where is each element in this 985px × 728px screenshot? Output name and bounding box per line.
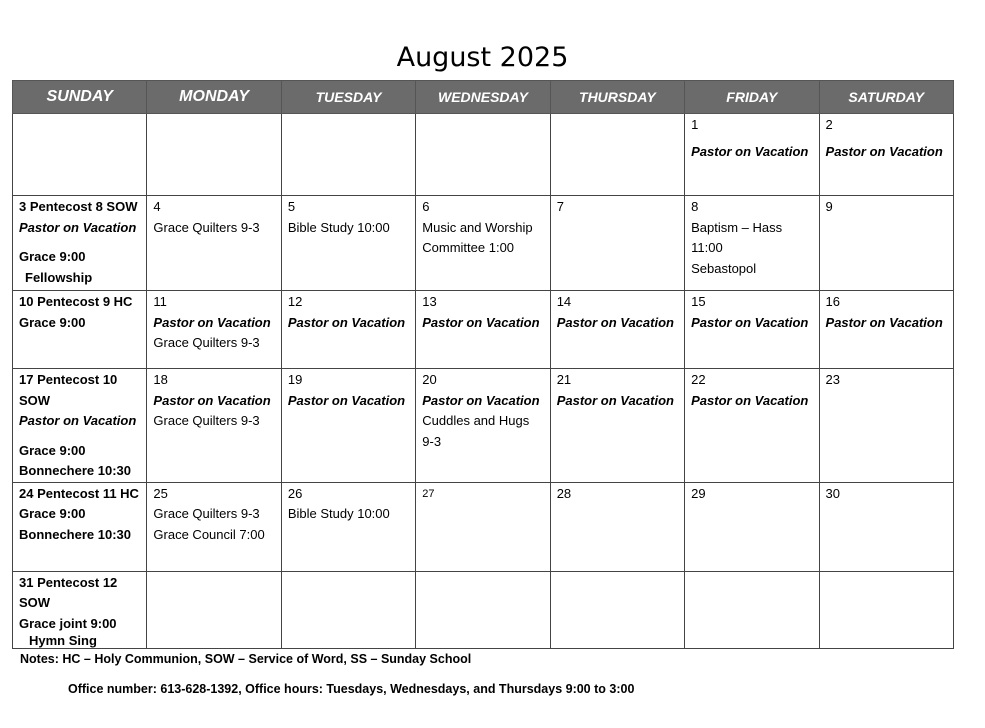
day-number: 9 — [825, 199, 833, 214]
header-wednesday: WEDNESDAY — [416, 81, 550, 114]
event-pastor-vacation: Pastor on Vacation — [287, 392, 406, 408]
day-cell-empty — [819, 571, 953, 649]
day-number: 25 — [153, 485, 168, 501]
day-cell-12 — [281, 291, 415, 369]
event-grace-quilters: Grace Quilters 9-3 — [153, 335, 260, 350]
header-tuesday: TUESDAY — [281, 81, 415, 114]
day-cell-empty — [147, 571, 281, 649]
event-hymn-sing: Hymn Sing — [29, 633, 97, 648]
day-cell-21 — [550, 369, 684, 483]
sunday-service-title: 3 Pentecost 8 SOW — [19, 199, 138, 214]
event-pastor-vacation: Pastor on Vacation — [691, 314, 809, 330]
day-cell-empty — [147, 114, 281, 196]
sunday-service-title: 31 Pentecost 12 — [19, 574, 118, 590]
day-cell-28 — [550, 482, 684, 571]
day-cell-8 — [685, 196, 819, 291]
event-bible-study: Bible Study 10:00 — [287, 219, 390, 235]
day-cell-2 — [819, 114, 953, 196]
event-pastor-vacation: Pastor on Vacation — [153, 392, 271, 408]
week-row-1 — [13, 114, 954, 196]
event-grace-joint-service: Grace joint 9:00 — [19, 615, 117, 631]
event-pastor-vacation: Pastor on Vacation — [19, 219, 137, 235]
day-cell-29 — [685, 482, 819, 571]
day-number: 30 — [825, 485, 840, 501]
day-number: 6 — [422, 199, 430, 214]
day-cell-empty — [550, 571, 684, 649]
day-cell-30 — [819, 482, 953, 571]
day-number: 1 — [691, 117, 699, 132]
day-number: 12 — [287, 294, 303, 309]
day-number: 5 — [287, 199, 296, 214]
event-baptism: Baptism – Hass — [691, 219, 783, 235]
event-pastor-vacation: Pastor on Vacation — [153, 314, 271, 330]
day-cell-23 — [819, 369, 953, 483]
event-grace-quilters: Grace Quilters 9-3 — [153, 413, 260, 428]
day-cell-16 — [819, 291, 953, 369]
day-cell-1 — [685, 114, 819, 196]
event-bonnechere-service: Bonnechere 10:30 — [19, 526, 131, 542]
event-grace-quilters: Grace Quilters 9-3 — [153, 219, 260, 235]
day-number: 16 — [825, 294, 840, 309]
day-cell-13 — [416, 291, 550, 369]
event-cuddles-hugs: Cuddles and Hugs — [422, 413, 530, 428]
day-number: 4 — [153, 199, 161, 214]
day-cell-24 — [13, 482, 147, 571]
event-music-worship-committee: Music and Worship Committee 1:00 — [422, 219, 533, 255]
event-baptism-location: Sebastopol — [691, 260, 757, 276]
event-grace-service: Grace 9:00 — [19, 314, 86, 330]
day-cell-25 — [147, 482, 281, 571]
event-cuddles-hugs-time: 9-3 — [422, 433, 442, 449]
day-number: 27 — [422, 487, 435, 500]
day-number: 29 — [691, 485, 706, 501]
office-info: Office number: 613-628-1392, Office hours: Tuesdays, Wednesdays, and Thursdays 9:00 to 3:00 — [68, 682, 635, 696]
header-thursday: THURSDAY — [550, 81, 684, 114]
event-grace-council: Grace Council 7:00 — [153, 526, 265, 542]
day-number: 26 — [287, 485, 303, 501]
day-cell-9 — [819, 196, 953, 291]
day-number: 28 — [556, 485, 572, 501]
event-pastor-vacation: Pastor on Vacation — [19, 413, 137, 428]
sunday-service-title: 10 Pentecost 9 HC — [19, 294, 133, 309]
week-row-2 — [13, 196, 954, 291]
day-cell-4 — [147, 196, 281, 291]
day-number: 18 — [153, 372, 168, 387]
event-pastor-vacation: Pastor on Vacation — [825, 143, 943, 159]
day-cell-empty — [550, 114, 684, 196]
event-grace-service: Grace 9:00 — [19, 506, 86, 521]
week-row-6 — [13, 571, 954, 649]
event-fellowship: Fellowship — [25, 269, 93, 285]
header-saturday: SATURDAY — [819, 81, 953, 114]
day-cell-22 — [685, 369, 819, 483]
day-number: 13 — [422, 294, 437, 309]
sunday-service-type: SOW — [19, 595, 51, 610]
day-number: 19 — [287, 372, 303, 387]
day-cell-empty — [416, 571, 550, 649]
header-sunday: SUNDAY — [13, 81, 147, 114]
event-grace-service: Grace 9:00 — [19, 249, 86, 264]
event-baptism-time: 11:00 — [691, 240, 723, 255]
day-number: 11 — [153, 294, 167, 309]
day-cell-empty — [281, 114, 415, 196]
sunday-service-title: 24 Pentecost 11 HC — [19, 485, 139, 501]
day-cell-14 — [550, 291, 684, 369]
event-pastor-vacation: Pastor on Vacation — [556, 392, 674, 408]
day-cell-15 — [685, 291, 819, 369]
header-monday: MONDAY — [147, 81, 281, 114]
day-cell-empty — [13, 114, 147, 196]
week-row-4 — [13, 369, 954, 483]
event-bonnechere-service: Bonnechere 10:30 — [19, 463, 131, 478]
day-number: 21 — [556, 372, 572, 387]
weekday-header-row — [13, 81, 954, 114]
event-pastor-vacation: Pastor on Vacation — [422, 314, 540, 330]
day-number: 7 — [556, 199, 564, 214]
event-bible-study: Bible Study 10:00 — [287, 506, 390, 521]
day-cell-empty — [416, 114, 550, 196]
week-row-3 — [13, 291, 954, 369]
day-cell-empty — [685, 571, 819, 649]
day-cell-6 — [416, 196, 550, 291]
day-number: 14 — [556, 294, 572, 309]
day-cell-27 — [416, 482, 550, 571]
day-cell-7 — [550, 196, 684, 291]
day-number: 8 — [691, 199, 699, 214]
day-cell-3 — [13, 196, 147, 291]
day-cell-26 — [281, 482, 415, 571]
event-pastor-vacation: Pastor on Vacation — [691, 143, 809, 159]
header-friday: FRIDAY — [685, 81, 819, 114]
day-cell-10 — [13, 291, 147, 369]
notes-legend: Notes: HC – Holy Communion, SOW – Service of Word, SS – Sunday School — [20, 652, 472, 666]
event-pastor-vacation: Pastor on Vacation — [422, 392, 540, 408]
day-number: 23 — [825, 372, 840, 387]
calendar-title: August 2025 — [396, 42, 569, 73]
day-cell-20 — [416, 369, 550, 483]
week-row-5 — [13, 482, 954, 571]
event-pastor-vacation: Pastor on Vacation — [825, 314, 943, 330]
day-number: 2 — [825, 117, 833, 132]
day-cell-11 — [147, 291, 281, 369]
event-pastor-vacation: Pastor on Vacation — [556, 314, 674, 330]
day-cell-17 — [13, 369, 147, 483]
day-cell-19 — [281, 369, 415, 483]
day-cell-18 — [147, 369, 281, 483]
day-number: 15 — [691, 294, 706, 309]
day-cell-empty — [281, 571, 415, 649]
event-grace-quilters: Grace Quilters 9-3 — [153, 506, 260, 521]
day-number: 20 — [422, 372, 437, 387]
calendar-grid — [12, 80, 954, 649]
day-cell-31 — [13, 571, 147, 649]
day-cell-5 — [281, 196, 415, 291]
event-grace-service: Grace 9:00 — [19, 442, 86, 458]
sunday-service-type: SOW — [19, 392, 51, 408]
event-pastor-vacation: Pastor on Vacation — [287, 314, 406, 330]
event-pastor-vacation: Pastor on Vacation — [691, 392, 809, 408]
sunday-service-title: 17 Pentecost 10 — [19, 372, 118, 387]
day-number: 22 — [691, 372, 706, 387]
